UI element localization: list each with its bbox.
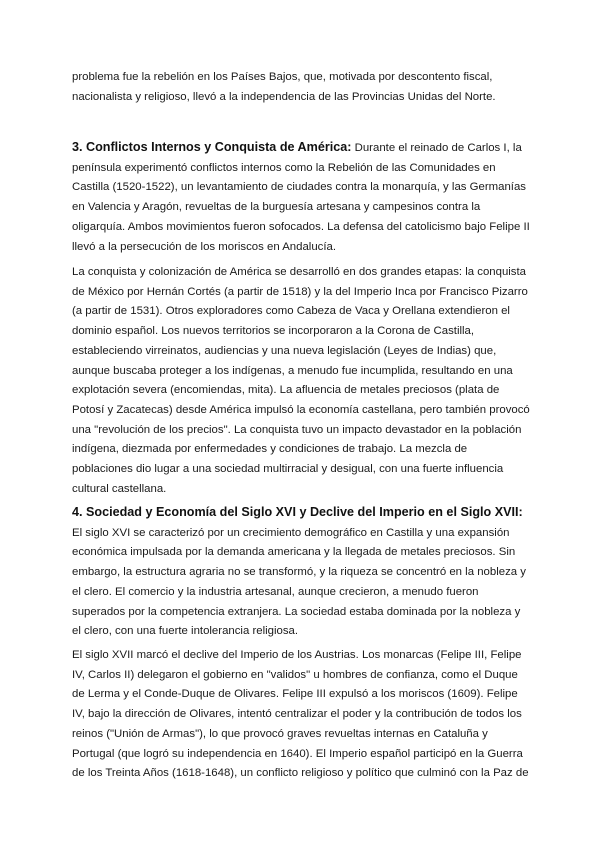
section-3-paragraph-2: La conquista y colonización de América se desarrolló en dos grandes etapas: la conquista de México por Hernán Cortés (a partir de 1518) y la del Imperio Inca por Francisco Pizarro (a partir de 1531). Otros exploradores como Cabeza de Vaca y Orellana extendieron el dominio español. Los nuevos territorios se incorporaron a la Corona de Castilla, estableciendo virreinatos, audiencias y una nueva legislación (Leyes de Indias) que, aunque buscaba proteger a los indígenas, a menudo fue incumplida, resultando en una explotación severa (encomiendas, mita). La afluencia de metales preciosos (plata de Potosí y Zacatecas) desde América impulsó la economía castellana, pero también provocó una "revolución de los precios". La conquista tuvo un impacto devastador en la población indígena, diezmada por enfermedades y condiciones de trabajo. La mezcla de poblaciones dio lugar a una sociedad multirracial y desigual, con una fuerte influencia cultural castellana. <box>72 266 530 495</box>
section-3-paragraph-1 <box>72 138 530 257</box>
section-4-paragraph-2: El siglo XVII marcó el declive del Imperio de los Austrias. Los monarcas (Felipe III, Felipe IV, Carlos II) delegaron el gobierno en "validos" u hombres de confianza, como el Duque de Lerma y el Conde-Duque de Olivares. Felipe III expulsó a los moriscos (1609). Felipe IV, bajo la dirección de Olivares, intentó centralizar el poder y la contribución de todos los reinos ("Unión de Armas"), lo que provocó graves revueltas internas en Cataluña y Portugal (que logró su independencia en 1640). El Imperio español participó en la Guerra de los Treinta Años (1618-1648), un conflicto religioso y político que culminó con la Paz de <box>72 649 529 780</box>
section-4-body-1: El siglo XVI se caracterizó por un crecimiento demográfico en Castilla y una expansión económica impulsada por la demanda americana y la llegada de metales preciosos. Sin embargo, la estructura agraria no se transformó, y la riqueza se concentró en la nobleza y el clero. El comercio y la industria artesanal, aunque crecieron, a menudo fueron superados por la competencia extranjera. La sociedad estaba dominada por la nobleza y el clero, con una fuerte intolerancia religiosa. <box>72 526 526 638</box>
section-3-heading: 3. Conflictos Internos y Conquista de América: <box>72 140 352 154</box>
section-4-paragraph-1 <box>72 503 530 642</box>
section-3-body-1: Durante el reinado de Carlos I, la península experimentó conflictos internos como la Rebelión de las Comunidades en Castilla (1520-1522), un levantamiento de ciudades contra la monarquía, y las Germanías en Valencia y Aragón, revueltas de la burguesía artesana y campesinos contra la oligarquía. Ambos movimientos fueron sofocados. La defensa del catolicismo bajo Felipe II llevó a la persecución de los moriscos en Andalucía. <box>72 142 530 253</box>
paragraph-intro-tail: problema fue la rebelión en los Países Bajos, que, motivada por descontento fiscal, nacionalista y religioso, llevó a la independencia de las Provincias Unidas del Norte. <box>72 71 496 103</box>
section-4-heading: 4. Sociedad y Economía del Siglo XVI y Declive del Imperio en el Siglo XVII: <box>72 505 523 519</box>
